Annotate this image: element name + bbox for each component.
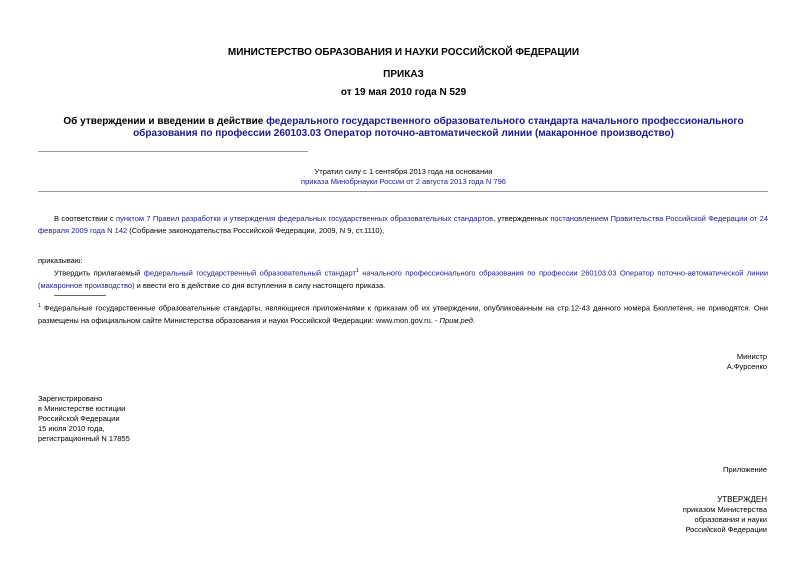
order-word: приказываю:	[38, 256, 83, 265]
registration-line: Зарегистрировано	[38, 394, 103, 403]
footnote-ref[interactable]: 1	[355, 268, 359, 274]
fgos-link[interactable]: федеральный государственный образовательный стандарт	[143, 268, 356, 278]
appendix-label: Приложение	[723, 465, 767, 474]
rules-link[interactable]: пунктом 7 Правил разработки и утверждения федеральных государственных образовательных стандартов	[116, 214, 494, 223]
approval-block	[683, 495, 767, 535]
profession-link[interactable]: начального профессионального образования по профессии 260103.03 Оператор поточно-автоматической линии (макаронное производство)	[38, 268, 769, 290]
signer-role: Министр	[736, 352, 767, 361]
title-prefix: Об утверждении и введении в действие	[63, 116, 267, 127]
preamble-text-a: В соответствии с	[54, 214, 117, 223]
order-paragraph	[38, 265, 768, 292]
registration-line: регистрационный N 17855	[38, 434, 130, 443]
order-text-a: Утвердить прилагаемый	[54, 268, 144, 278]
status-divider	[38, 191, 768, 192]
registration-line: в Министерстве юстиции	[38, 404, 126, 413]
repeal-order-link[interactable]: приказа Минобрнауки России от 2 августа 2013 года N 796	[301, 177, 506, 186]
registration-block	[38, 394, 130, 444]
preamble-paragraph	[38, 213, 768, 237]
approval-line: УТВЕРЖДЕН	[717, 495, 767, 504]
resolution-link[interactable]: постановлением Правительства Российской Федерации от 24 февраля 2009 года N 142	[38, 214, 769, 235]
signer-name: А.Фурсенко	[726, 362, 767, 371]
status-text: Утратил силу с 1 сентября 2013 года на основании	[314, 167, 493, 176]
ministry-heading: МИНИСТЕРСТВО ОБРАЗОВАНИЯ И НАУКИ РОССИЙСКОЙ ФЕДЕРАЦИИ	[227, 47, 580, 58]
preamble-text-b: , утвержденных	[493, 214, 551, 223]
top-divider	[38, 151, 308, 152]
footnote-mark: 1	[38, 303, 41, 309]
signature-block	[727, 352, 767, 372]
footnote-divider	[54, 295, 106, 296]
registration-line: Российской Федерации	[38, 414, 120, 423]
approval-line: приказом Министерства	[682, 505, 767, 514]
order-text-c: и ввести его в действие со дня вступления в силу настоящего приказа.	[134, 280, 386, 290]
approval-line: образования и науки	[694, 515, 767, 524]
footnote	[38, 300, 768, 327]
standard-link[interactable]: федерального государственного образовательного стандарта начального профессионального образования по профессии 260103.03 Оператор поточно-автоматической линии (макаронное производство)	[133, 116, 744, 139]
editor-note: Прим.ред.	[439, 315, 476, 325]
status-note	[0, 167, 807, 187]
footnote-text: Федеральные государственные образовательные стандарты, являющиеся приложениями к приказам об их утверждении, опубликованным на стр.12-43 данного номера Бюллетеня, не приводятся. Они размещены на официальном сайте Министерства образования и науки Российской Федерации: www.mon.gov.ru. -	[38, 303, 768, 325]
registration-line: 15 июля 2010 года,	[38, 424, 105, 433]
document-title	[55, 116, 752, 140]
date-number-heading: от 19 мая 2010 года N 529	[340, 87, 467, 98]
approval-line: Российской Федерации	[685, 525, 767, 534]
preamble-text-c: (Собрание законодательства Российской Федерации, 2009, N 9, ст.1110),	[127, 226, 385, 235]
doc-type-heading: ПРИКАЗ	[383, 69, 424, 80]
